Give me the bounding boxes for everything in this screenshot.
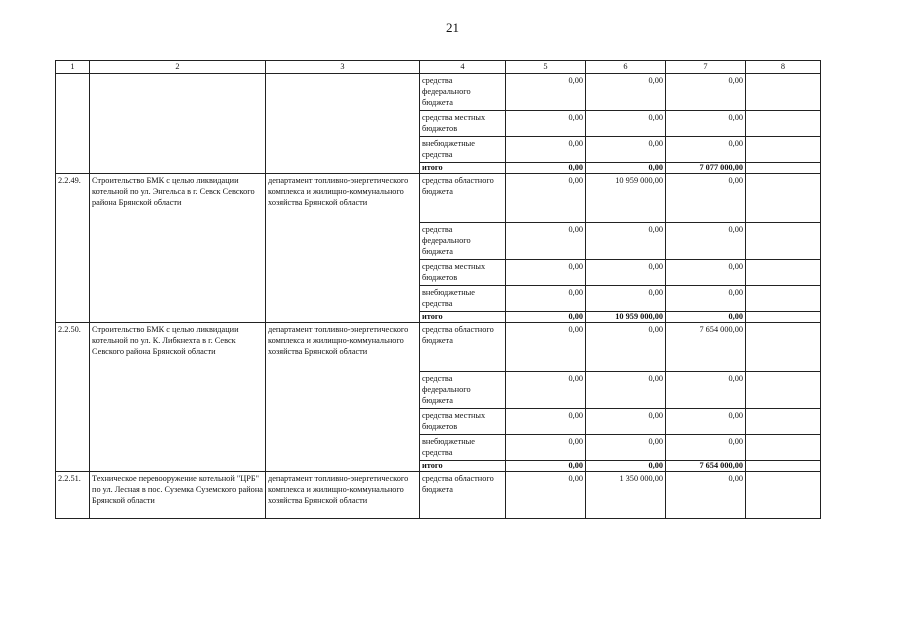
value-cell-8 [746,286,821,312]
value-cell-8 [746,372,821,409]
source-cell: внебюджетные средства [420,286,506,312]
value-cell-6: 0,00 [586,409,666,435]
value-cell-8 [746,409,821,435]
source-cell: внебюджетные средства [420,435,506,461]
value-cell-5: 0,00 [506,74,586,111]
header-cell-7: 7 [666,61,746,74]
value-cell-5: 0,00 [506,472,586,519]
value-cell-8 [746,174,821,223]
value-cell-5: 0,00 [506,435,586,461]
value-cell-7: 0,00 [666,137,746,163]
source-cell: итого [420,461,506,472]
executor-cell: департамент топливно-энергетического комплекса и жилищно-коммунального хозяйства Брянской области [266,472,420,519]
value-cell-6: 0,00 [586,111,666,137]
source-cell: средства областного бюджета [420,472,506,519]
value-cell-8 [746,74,821,111]
value-cell-7: 0,00 [666,435,746,461]
value-cell-6: 0,00 [586,323,666,372]
value-cell-7: 7 654 000,00 [666,461,746,472]
value-cell-5: 0,00 [506,137,586,163]
value-cell-7: 0,00 [666,223,746,260]
value-cell-6: 1 350 000,00 [586,472,666,519]
value-cell-5: 0,00 [506,409,586,435]
name-cell: Техническое перевооружение котельной "ЦРБ" по ул. Лесная в пос. Суземка Суземского района Брянской области [90,472,266,519]
name-cell [90,74,266,174]
source-cell: средства федерального бюджета [420,372,506,409]
source-cell: средства местных бюджетов [420,260,506,286]
value-cell-6: 0,00 [586,260,666,286]
value-cell-8 [746,312,821,323]
header-cell-3: 3 [266,61,420,74]
table-header [56,61,821,74]
value-cell-6: 10 959 000,00 [586,312,666,323]
value-cell-6: 0,00 [586,137,666,163]
budget-table [55,60,821,519]
value-cell-6: 0,00 [586,74,666,111]
value-cell-7: 0,00 [666,372,746,409]
value-cell-5: 0,00 [506,461,586,472]
header-cell-6: 6 [586,61,666,74]
value-cell-6: 0,00 [586,223,666,260]
source-cell: средства федерального бюджета [420,223,506,260]
value-cell-8 [746,163,821,174]
value-cell-8 [746,435,821,461]
executor-cell: департамент топливно-энергетического комплекса и жилищно-коммунального хозяйства Брянской области [266,174,420,323]
name-cell: Строительство БМК с целью ликвидации котельной по ул. К. Либкнехта в г. Севск Севского района Брянской области [90,323,266,472]
value-cell-8 [746,223,821,260]
value-cell-8 [746,323,821,372]
header-cell-8: 8 [746,61,821,74]
header-cell-4: 4 [420,61,506,74]
table-row [56,472,821,519]
header-cell-5: 5 [506,61,586,74]
source-cell: средства местных бюджетов [420,409,506,435]
header-cell-2: 2 [90,61,266,74]
value-cell-5: 0,00 [506,312,586,323]
value-cell-8 [746,260,821,286]
source-cell: средства местных бюджетов [420,111,506,137]
value-cell-7: 0,00 [666,472,746,519]
value-cell-5: 0,00 [506,111,586,137]
source-cell: средства федерального бюджета [420,74,506,111]
value-cell-5: 0,00 [506,223,586,260]
code-cell: 2.2.50. [56,323,90,472]
executor-cell: департамент топливно-энергетического комплекса и жилищно-коммунального хозяйства Брянской области [266,323,420,472]
value-cell-7: 7 077 000,00 [666,163,746,174]
page-number: 21 [446,20,459,35]
value-cell-7: 0,00 [666,286,746,312]
name-cell: Строительство БМК с целью ликвидации котельной по ул. Энгельса в г. Севск Севского района Брянской области [90,174,266,323]
source-cell: внебюджетные средства [420,137,506,163]
header-cell-1: 1 [56,61,90,74]
code-cell: 2.2.51. [56,472,90,519]
value-cell-7: 0,00 [666,312,746,323]
value-cell-6: 0,00 [586,461,666,472]
value-cell-8 [746,111,821,137]
value-cell-5: 0,00 [506,286,586,312]
value-cell-7: 7 654 000,00 [666,323,746,372]
executor-cell [266,74,420,174]
source-cell: итого [420,312,506,323]
code-cell [56,74,90,174]
value-cell-6: 0,00 [586,286,666,312]
value-cell-7: 0,00 [666,174,746,223]
table-row [56,174,821,223]
value-cell-7: 0,00 [666,74,746,111]
value-cell-8 [746,137,821,163]
value-cell-8 [746,461,821,472]
value-cell-7: 0,00 [666,260,746,286]
source-cell: средства областного бюджета [420,323,506,372]
value-cell-6: 0,00 [586,435,666,461]
table-row [56,323,821,372]
value-cell-7: 0,00 [666,409,746,435]
value-cell-5: 0,00 [506,174,586,223]
value-cell-5: 0,00 [506,372,586,409]
value-cell-5: 0,00 [506,260,586,286]
value-cell-6: 0,00 [586,163,666,174]
value-cell-6: 0,00 [586,372,666,409]
value-cell-5: 0,00 [506,323,586,372]
table-row [56,74,821,111]
code-cell: 2.2.49. [56,174,90,323]
source-cell: средства областного бюджета [420,174,506,223]
value-cell-6: 10 959 000,00 [586,174,666,223]
value-cell-5: 0,00 [506,163,586,174]
value-cell-8 [746,472,821,519]
source-cell: итого [420,163,506,174]
value-cell-7: 0,00 [666,111,746,137]
